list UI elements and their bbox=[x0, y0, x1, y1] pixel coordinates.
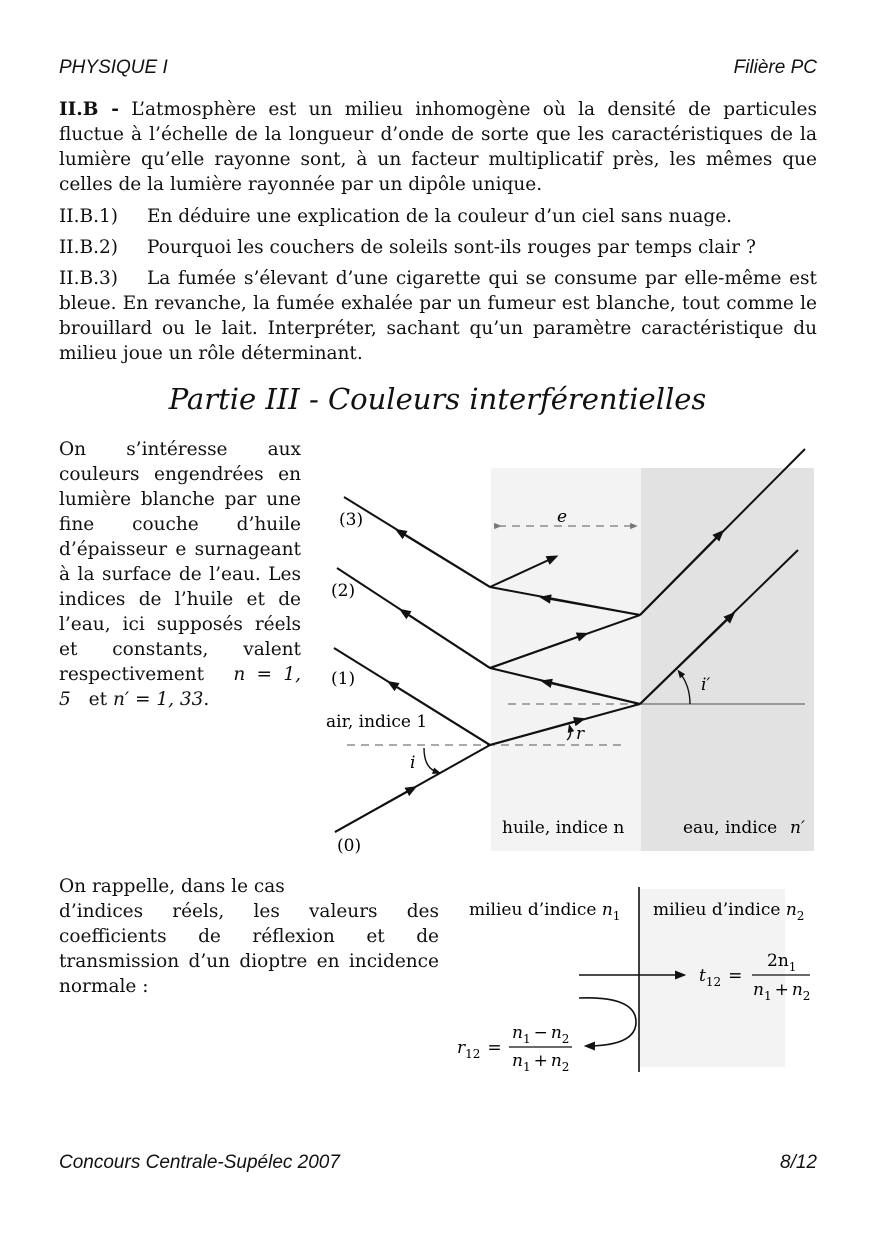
water-label: eau, indice bbox=[683, 818, 778, 838]
r-sub: 12 bbox=[465, 1047, 481, 1061]
t-den-n2: n bbox=[791, 980, 803, 1000]
intro-text: On s’intéresse aux couleurs engendrées en lumière blanche par une fine couche d’huile d’épaisseur e surnageant à la surface de l’eau. Les indices de l’huile et de l’eau, ici supposés réels et constants, valent respectivement bbox=[59, 439, 301, 685]
t-den-plus: + bbox=[774, 980, 789, 1000]
ray-label-1: (1) bbox=[331, 669, 356, 689]
r-denominator bbox=[512, 1051, 569, 1074]
angle-r-label: r bbox=[576, 724, 585, 744]
question-number: II.B.3) bbox=[59, 268, 118, 289]
recall-rest: d’indices réels, les valeurs des coefficients de réflexion et de transmission d’un dioptre en incidence normale : bbox=[59, 901, 439, 997]
r-den-n1: n bbox=[512, 1051, 523, 1071]
question-text: Pourquoi les couchers de soleils sont-ils rouges par temps clair ? bbox=[147, 237, 756, 258]
t-num-coef: 2n bbox=[767, 951, 789, 971]
r-num-sub2: 2 bbox=[561, 1032, 570, 1046]
footer-left: Concours Centrale-Supélec 2007 bbox=[59, 1152, 340, 1173]
t-symbol: t bbox=[699, 966, 706, 986]
question-text: La fumée s’élevant d’une cigarette qui se consume par elle-même est bleue. En revanche, la fumée exhalée par un fumeur est blanche, tout comme le brouillard ou le lait. Interpréter, sachant qu’un paramètre caractéristique du milieu joue un rôle déterminant. bbox=[59, 268, 817, 364]
medium2-text: milieu d’indice bbox=[653, 900, 781, 920]
t-numerator bbox=[767, 951, 796, 974]
r-num-minus: − bbox=[533, 1023, 548, 1043]
ray-label-0: (0) bbox=[337, 836, 362, 856]
medium1-label bbox=[469, 900, 620, 923]
section-IIB-label: II.B - bbox=[59, 99, 119, 120]
r-equals: = bbox=[487, 1038, 502, 1058]
section-IIB-text: L’atmosphère est un milieu inhomogène où la densité de particules fluctue à l’échelle de la longueur d’onde de sorte que les caractéristiques de la lumière qu’elle rayonne sont, à un facteur multiplicatif près, les mêmes que celles de la lumière rayonnée par un dipôle unique. bbox=[59, 99, 817, 195]
medium1-n: n bbox=[601, 900, 613, 920]
r-numerator bbox=[512, 1023, 569, 1046]
r-den-sub1: 1 bbox=[522, 1060, 531, 1074]
thickness-label: e bbox=[557, 507, 568, 527]
ray-label-3: (3) bbox=[339, 510, 364, 530]
t-denominator bbox=[753, 980, 810, 1003]
angle-iprime-label: i′ bbox=[701, 675, 711, 695]
ray-label-2: (2) bbox=[331, 581, 356, 601]
question-text: En déduire une explication de la couleur d’un ciel sans nuage. bbox=[147, 206, 733, 227]
reflection-arrow bbox=[579, 998, 636, 1046]
water-index: n′ bbox=[790, 818, 805, 838]
question-number: II.B.2) bbox=[59, 237, 118, 258]
air-label: air, indice 1 bbox=[326, 712, 428, 732]
t-den-sub2: 2 bbox=[802, 989, 811, 1003]
medium1-text: milieu d’indice bbox=[469, 900, 597, 920]
n-value: n = 1, 5 bbox=[59, 664, 302, 710]
medium2-sub: 2 bbox=[796, 909, 805, 923]
recall-line1: On rappelle, dans le cas bbox=[59, 876, 285, 897]
t-den-sub1: 1 bbox=[763, 989, 772, 1003]
header-left: PHYSIQUE I bbox=[59, 57, 168, 78]
question-number: II.B.1) bbox=[59, 206, 118, 227]
r12-label bbox=[457, 1038, 502, 1061]
t-sub: 12 bbox=[705, 975, 722, 989]
nprime-value: n′ = 1, 33 bbox=[112, 689, 204, 710]
r-num-n1: n bbox=[512, 1023, 523, 1043]
medium1-sub: 1 bbox=[612, 909, 621, 923]
medium2-n: n bbox=[785, 900, 797, 920]
oil-label: huile, indice n bbox=[502, 818, 625, 838]
part-title: Partie III - Couleurs interférentielles bbox=[168, 382, 707, 416]
r-symbol: r bbox=[457, 1038, 466, 1058]
angle-i-label: i bbox=[410, 753, 416, 773]
r-den-n2: n bbox=[550, 1051, 562, 1071]
intro-end: . bbox=[203, 689, 210, 710]
footer-right: 8/12 bbox=[780, 1152, 817, 1173]
t-equals: = bbox=[728, 966, 743, 986]
header-right: Filière PC bbox=[733, 57, 817, 78]
r-den-sub2: 2 bbox=[561, 1060, 570, 1074]
t-num-sub: 1 bbox=[788, 960, 797, 974]
medium2-label bbox=[653, 900, 804, 923]
r-num-sub1: 1 bbox=[522, 1032, 531, 1046]
intro-and: et bbox=[88, 689, 108, 710]
r-num-n2: n bbox=[550, 1023, 562, 1043]
t-den-n1: n bbox=[753, 980, 764, 1000]
r-den-plus: + bbox=[533, 1051, 548, 1071]
